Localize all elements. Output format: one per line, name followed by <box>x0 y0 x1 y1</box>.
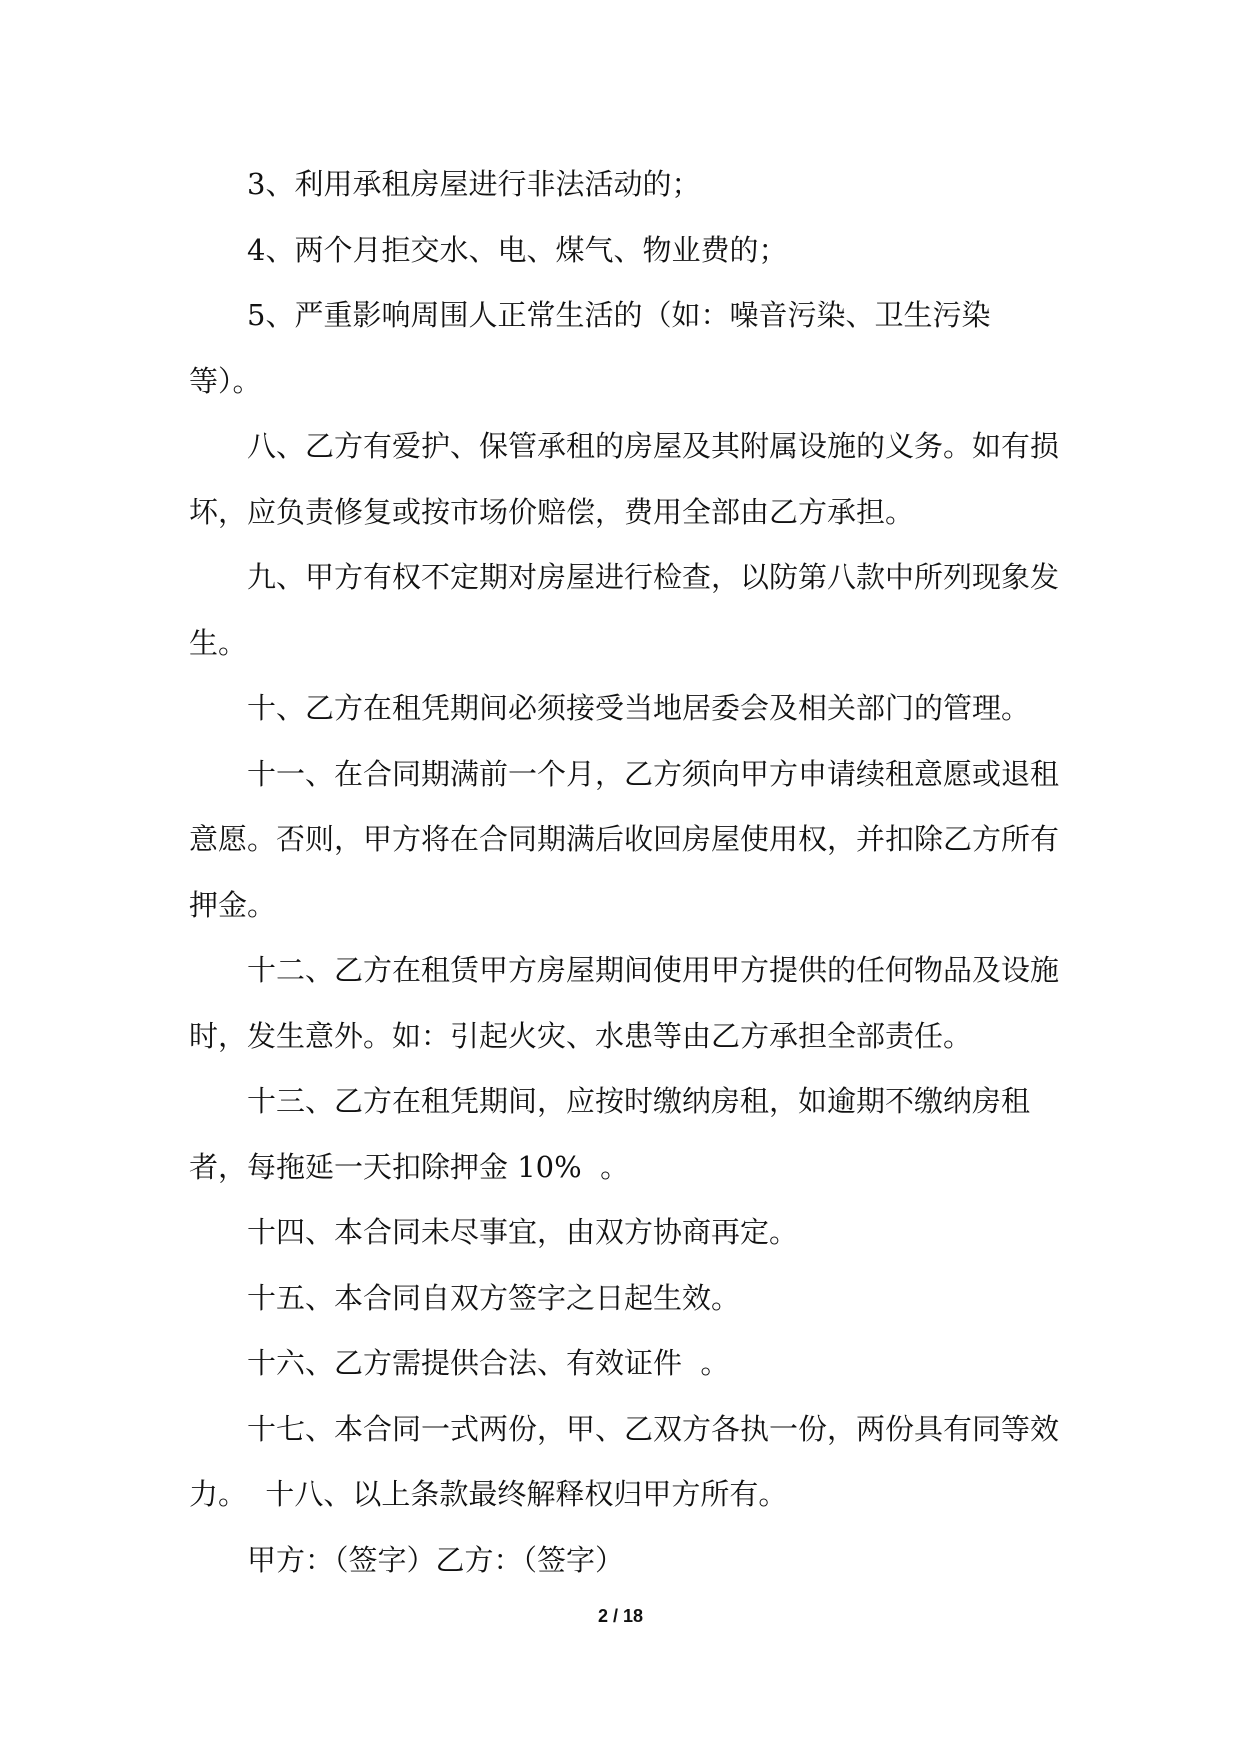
page-number: 2 / 18 <box>597 1606 644 1626</box>
paragraph-article-9: 九、甲方有权不定期对房屋进行检查，以防第八款中所列现象发生。 <box>189 560 1060 660</box>
paragraph-clause-5: 5、严重影响周围人正常生活的（如：噪音污染、卫生污染等）。 <box>189 298 991 398</box>
paragraph-clause-4: 4、两个月拒交水、电、煤气、物业费的； <box>247 232 788 267</box>
paragraph-article-15: 十五、本合同自双方签字之日起生效。 <box>247 1280 741 1315</box>
paragraph-clause-3: 3、利用承租房屋进行非法活动的； <box>247 167 701 201</box>
paragraph-article-13: 十三、乙方在租凭期间，应按时缴纳房租，如逾期不缴纳房租者，每拖延一天扣除押金 10% 。 <box>189 1084 1031 1184</box>
paragraph-article-10: 十、乙方在租凭期间必须接受当地居委会及相关部门的管理。 <box>247 691 1031 725</box>
paragraph-article-8: 八、乙方有爱护、保管承租的房屋及其附属设施的义务。如有损坏，应负责修复或按市场价赔偿，费用全部由乙方承担。 <box>189 429 1060 529</box>
document-body <box>189 152 1059 1593</box>
paragraph-article-17-18: 十七、本合同一式两份，甲、乙双方各执一份，两份具有同等效力。 十八、以上条款最终解释权归甲方所有。 <box>189 1411 1060 1511</box>
paragraph-article-11: 十一、在合同期满前一个月，乙方须向甲方申请续租意愿或退租意愿。否则，甲方将在合同期满后收回房屋使用权，并扣除乙方所有押金。 <box>189 756 1060 922</box>
paragraph-article-14: 十四、本合同未尽事宜，由双方协商再定。 <box>247 1215 799 1249</box>
paragraph-article-16: 十六、乙方需提供合法、有效证件 。 <box>247 1346 730 1380</box>
signature-line: 甲方：（签字）乙方：（签字） <box>247 1542 625 1577</box>
paragraph-article-12: 十二、乙方在租赁甲方房屋期间使用甲方提供的任何物品及设施时，发生意外。如：引起火灾、水患等由乙方承担全部责任。 <box>189 953 1060 1053</box>
